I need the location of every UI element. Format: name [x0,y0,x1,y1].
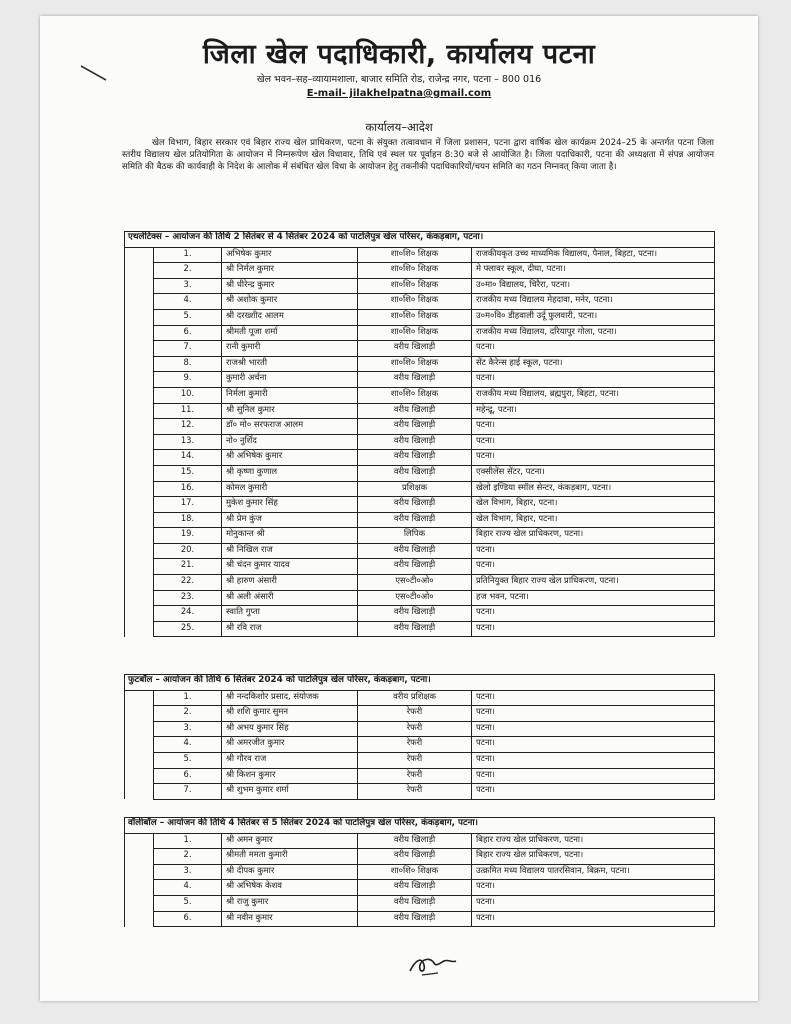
member-institution: पटना। [472,752,715,768]
member-designation: रेफरी [358,737,472,753]
section-heading-row [125,232,715,248]
blank-cell [125,309,154,325]
member-name: रानी कुमारी [222,341,358,357]
member-designation: वरीय खिलाड़ी [358,895,472,911]
table-row [125,880,715,896]
table-row [125,465,715,481]
section-heading: फुटबॉल – आयोजन की तिथि 6 सितंबर 2024 को पाटलिपुत्र खेल परिसर, कंकड़बाग, पटना। [125,675,715,691]
member-name: मोनुकान्त श्री [222,528,358,544]
serial-number: 8. [154,356,222,372]
member-name: श्री शशि कुमार सुमन [222,706,358,722]
serial-number: 3. [154,278,222,294]
table-row [125,450,715,466]
member-institution: पटना। [472,450,715,466]
blank-cell [125,784,154,800]
blank-cell [125,880,154,896]
serial-number: 23. [154,590,222,606]
member-institution: बिहार राज्य खेल प्राधिकरण, पटना। [472,849,715,865]
blank-cell [125,752,154,768]
member-name: श्री हारुण अंसारी [222,575,358,591]
blank-cell [125,341,154,357]
table-row [125,849,715,865]
table-row [125,606,715,622]
section-heading: वॉलीबॉल – आयोजन की तिथि 4 सितंबर से 5 सितंबर 2024 को पाटलिपुत्र खेल परिसर, कंकड़बाग, पटना। [125,818,715,834]
table-row [125,434,715,450]
blank-cell [125,849,154,865]
table-row [125,911,715,927]
member-name: श्री अभय कुमार सिंह [222,721,358,737]
member-institution: पटना। [472,880,715,896]
member-designation: शा०शि० शिक्षक [358,294,472,310]
blank-cell [125,278,154,294]
table-row [125,590,715,606]
table-row [125,387,715,403]
table-row [125,309,715,325]
member-designation: रेफरी [358,768,472,784]
member-designation: वरीय खिलाड़ी [358,543,472,559]
member-designation: एस०टी०ओ० [358,575,472,591]
table-row [125,263,715,279]
blank-cell [125,559,154,575]
blank-cell [125,325,154,341]
member-name: श्री कृष्णा कुणाल [222,465,358,481]
blank-cell [125,737,154,753]
member-institution: खेल विभाग, बिहार, पटना। [472,497,715,513]
member-name: श्री धीरेन्द्र कुमार [222,278,358,294]
serial-number: 3. [154,721,222,737]
member-name: श्रीमती ममता कुमारी [222,849,358,865]
member-institution: सेंट कैरेन्स हाई स्कूल, पटना। [472,356,715,372]
member-institution: एक्सीलेंस सेंटर, पटना। [472,465,715,481]
member-institution: राजकीय मध्य विद्यालय, ब्रह्मपुरा, बिहटा, पटना। [472,387,715,403]
table-row [125,497,715,513]
member-designation: वरीय खिलाड़ी [358,606,472,622]
blank-cell [125,247,154,263]
blank-cell [125,497,154,513]
table-row [125,325,715,341]
table-row [125,768,715,784]
blank-cell [125,403,154,419]
member-name: श्री अमरजीत कुमार [222,737,358,753]
serial-number: 5. [154,309,222,325]
member-institution: पटना। [472,737,715,753]
member-institution: राजकीय मध्य विद्यालय मेहदावा, मनेर, पटना। [472,294,715,310]
table-row [125,278,715,294]
office-address: खेल भवन–सह–व्यायामशाला, बाजार समिति रोड, राजेन्द्र नगर, पटना – 800 016 [256,74,542,85]
serial-number: 1. [154,690,222,706]
member-institution: उ०म०वि० डीहवाली उर्दू फुलवारी, पटना। [472,309,715,325]
table-row [125,690,715,706]
member-institution: पटना। [472,690,715,706]
serial-number: 4. [154,294,222,310]
table-row [125,575,715,591]
blank-cell [125,465,154,481]
member-designation: शा०शि० शिक्षक [358,387,472,403]
member-designation: रेफरी [358,721,472,737]
member-name: श्री राजु कुमार [222,895,358,911]
member-designation: वरीय खिलाड़ी [358,372,472,388]
serial-number: 6. [154,911,222,927]
member-institution: राजकीय मध्य विद्यालय, दरियापुर गोला, पटना। [472,325,715,341]
blank-cell [125,372,154,388]
blank-cell [125,450,154,466]
member-designation: शा०शि० शिक्षक [358,247,472,263]
blank-cell [125,690,154,706]
serial-number: 5. [154,895,222,911]
table-row [125,294,715,310]
member-name: स्वाति गुप्ता [222,606,358,622]
serial-number: 6. [154,325,222,341]
table-row [125,372,715,388]
member-name: श्री अभिषेक केशव [222,880,358,896]
member-designation: लिपिक [358,528,472,544]
member-name: श्री सुनिल कुमार [222,403,358,419]
member-institution: पटना। [472,434,715,450]
blank-cell [125,895,154,911]
blank-cell [125,706,154,722]
member-institution: बिहार राज्य खेल प्राधिकरण, पटना। [472,528,715,544]
intro-text: खेल विभाग, बिहार सरकार एवं बिहार राज्य खेल प्राधिकरण, पटना के संयुक्त तत्वावधान में जिला प्रशासन, पटना द्वारा वार्षिक खेल कार्यक्रम 2024–25 के अन्तर्गत पटना जिला स्तरीय विद्यालय खेल प्रतियोगिता के आयोजन में निम्नरूपेण खेल विधावार, तिथि एवं स्थल पर पूर्वाहन 8:30 बजे से आयोजित है। जिला पदाधिकारी, पटना की अध्यक्षता में संपन्न आयोजन समिति की बैठक की कार्यवाही के निदेश के आलोक में संबंधित खेल विधा के आयोजन हेतु तकनीकी पदाधिकारियों/चयन समिति का गठन निम्नवत् किया जाता है। [122,138,714,173]
serial-number: 19. [154,528,222,544]
serial-number: 17. [154,497,222,513]
member-designation: शा०शि० शिक्षक [358,864,472,880]
member-designation: वरीय खिलाड़ी [358,849,472,865]
table-row [125,737,715,753]
member-institution: प्रतिनियुक्त बिहार राज्य खेल प्राधिकरण, पटना। [472,575,715,591]
table-row [125,528,715,544]
member-name: कोमल कुमारी [222,481,358,497]
member-name: श्री अमन कुमार [222,833,358,849]
member-institution: पटना। [472,721,715,737]
member-institution: मे फ्लावर स्कूल, दीघा, पटना। [472,263,715,279]
member-name: श्रीमती पूजा शर्मा [222,325,358,341]
member-name: श्री नवीन कुमार [222,911,358,927]
member-designation: वरीय प्रशिक्षक [358,690,472,706]
member-designation: शा०शि० शिक्षक [358,263,472,279]
serial-number: 16. [154,481,222,497]
serial-number: 2. [154,849,222,865]
serial-number: 1. [154,833,222,849]
member-designation: वरीय खिलाड़ी [358,465,472,481]
blank-cell [125,590,154,606]
member-institution: पटना। [472,706,715,722]
signature-icon [408,951,458,977]
member-institution: पटना। [472,419,715,435]
serial-number: 7. [154,784,222,800]
serial-number: 21. [154,559,222,575]
member-institution: खेलो इण्डिया स्मॉल सेन्टर, कंकड़बाग, पटना। [472,481,715,497]
member-designation: वरीय खिलाड़ी [358,497,472,513]
member-institution: पटना। [472,559,715,575]
member-designation: वरीय खिलाड़ी [358,833,472,849]
member-name: श्री निर्मल कुमार [222,263,358,279]
table-row [125,721,715,737]
table-row [125,833,715,849]
serial-number: 12. [154,419,222,435]
member-name: श्री दरख्शीद आलम [222,309,358,325]
serial-number: 3. [154,864,222,880]
blank-cell [125,833,154,849]
table-row [125,481,715,497]
member-name: निर्मला कुमारी [222,387,358,403]
member-name: कुमारी अर्चना [222,372,358,388]
member-name: मुकेश कुमार सिंह [222,497,358,513]
member-name: अभिषेक कुमार [222,247,358,263]
table-row [125,403,715,419]
member-designation: रेफरी [358,706,472,722]
member-name: श्री नन्दकिशोर प्रसाद, संयोजक [222,690,358,706]
serial-number: 2. [154,706,222,722]
blank-cell [125,911,154,927]
blank-cell [125,387,154,403]
member-name: श्री दीपक कुमार [222,864,358,880]
member-name: डॉ० मो० सरफराज आलम [222,419,358,435]
table-row [125,512,715,528]
serial-number: 5. [154,752,222,768]
member-designation: वरीय खिलाड़ी [358,880,472,896]
member-designation: वरीय खिलाड़ी [358,621,472,637]
serial-number: 18. [154,512,222,528]
member-designation: शा०शि० शिक्षक [358,325,472,341]
blank-cell [125,356,154,372]
member-name: श्री गौरव राज [222,752,358,768]
blank-cell [125,263,154,279]
member-name: नो० नुर्शिद [222,434,358,450]
member-institution: उत्क्रमित मध्य विद्यालय पातरसिवान, बिक्रम, पटना। [472,864,715,880]
member-designation: शा०शि० शिक्षक [358,278,472,294]
member-institution: पटना। [472,911,715,927]
member-designation: वरीय खिलाड़ी [358,403,472,419]
member-name: श्री प्रेम कुंज [222,512,358,528]
blank-cell [125,481,154,497]
football-table [124,674,715,800]
member-institution: पटना। [472,784,715,800]
member-designation: एस०टी०ओ० [358,590,472,606]
blank-cell [125,294,154,310]
member-designation: वरीय खिलाड़ी [358,512,472,528]
member-name: श्री चंदन कुमार यादव [222,559,358,575]
member-institution: बिहार राज्य खेल प्राधिकरण, पटना। [472,833,715,849]
blank-cell [125,864,154,880]
member-designation: वरीय खिलाड़ी [358,911,472,927]
blank-cell [125,419,154,435]
order-heading: कार्यालय–आदेश [365,120,433,134]
serial-number: 11. [154,403,222,419]
table-row [125,543,715,559]
member-institution: पटना। [472,606,715,622]
member-name: श्री रवि राज [222,621,358,637]
member-institution: पटना। [472,543,715,559]
member-designation: शा०शि० शिक्षक [358,356,472,372]
blank-cell [125,621,154,637]
table-row [125,621,715,637]
member-designation: प्रशिक्षक [358,481,472,497]
table-row [125,752,715,768]
blank-cell [125,721,154,737]
serial-number: 15. [154,465,222,481]
serial-number: 2. [154,263,222,279]
serial-number: 4. [154,880,222,896]
member-institution: राजकीयकृत उच्च माध्यमिक विद्यालय, पैनाल, बिहटा, पटना। [472,247,715,263]
blank-cell [125,575,154,591]
blank-cell [125,528,154,544]
member-institution: पटना। [472,768,715,784]
blank-cell [125,768,154,784]
member-designation: रेफरी [358,784,472,800]
office-title: जिला खेल पदाधिकारी, कार्यालय पटना [202,39,596,70]
member-institution: पटना। [472,895,715,911]
intro-paragraph [122,137,714,174]
member-institution: पटना। [472,372,715,388]
member-name: श्री अली अंसारी [222,590,358,606]
serial-number: 4. [154,737,222,753]
serial-number: 13. [154,434,222,450]
serial-number: 22. [154,575,222,591]
table-row [125,419,715,435]
serial-number: 7. [154,341,222,357]
member-institution: महेन्द्रू, पटना। [472,403,715,419]
table-row [125,784,715,800]
blank-cell [125,543,154,559]
table-row [125,864,715,880]
section-heading-row [125,818,715,834]
member-institution: उ०मा० विद्यालय, चिरैरा, पटना। [472,278,715,294]
section-heading: एथलेटिक्स – आयोजन की तिथि 2 सितंबर से 4 सितंबर 2024 को पाटलिपुत्र खेल परिसर, कंकड़बाग, पटना। [125,232,715,248]
member-institution: हज भवन, पटना। [472,590,715,606]
member-designation: रेफरी [358,752,472,768]
member-institution: खेल विभाग, बिहार, पटना। [472,512,715,528]
serial-number: 1. [154,247,222,263]
member-name: राजश्री भारती [222,356,358,372]
serial-number: 20. [154,543,222,559]
serial-number: 25. [154,621,222,637]
table-row [125,559,715,575]
member-name: श्री शुभम कुमार शर्मा [222,784,358,800]
office-email: E-mail- jilakhelpatna@gmail.com [306,88,492,99]
serial-number: 6. [154,768,222,784]
table-row [125,356,715,372]
member-institution: पटना। [472,341,715,357]
member-name: श्री अशोक कुमार [222,294,358,310]
table-row [125,341,715,357]
member-designation: वरीय खिलाड़ी [358,450,472,466]
member-institution: पटना। [472,621,715,637]
document-page [40,16,758,1001]
serial-number: 10. [154,387,222,403]
blank-cell [125,434,154,450]
table-row [125,895,715,911]
table-row [125,706,715,722]
member-designation: वरीय खिलाड़ी [358,434,472,450]
member-designation: वरीय खिलाड़ी [358,419,472,435]
blank-cell [125,606,154,622]
blank-cell [125,512,154,528]
member-designation: वरीय खिलाड़ी [358,559,472,575]
table-row [125,247,715,263]
serial-number: 14. [154,450,222,466]
section-heading-row [125,675,715,691]
athletics-table [124,231,715,637]
serial-number: 24. [154,606,222,622]
serial-number: 9. [154,372,222,388]
member-name: श्री निखिल राज [222,543,358,559]
member-designation: वरीय खिलाड़ी [358,341,472,357]
member-name: श्री अभिषेक कुमार [222,450,358,466]
member-designation: शा०शि० शिक्षक [358,309,472,325]
volleyball-table [124,817,715,927]
member-name: श्री किशन कुमार [222,768,358,784]
